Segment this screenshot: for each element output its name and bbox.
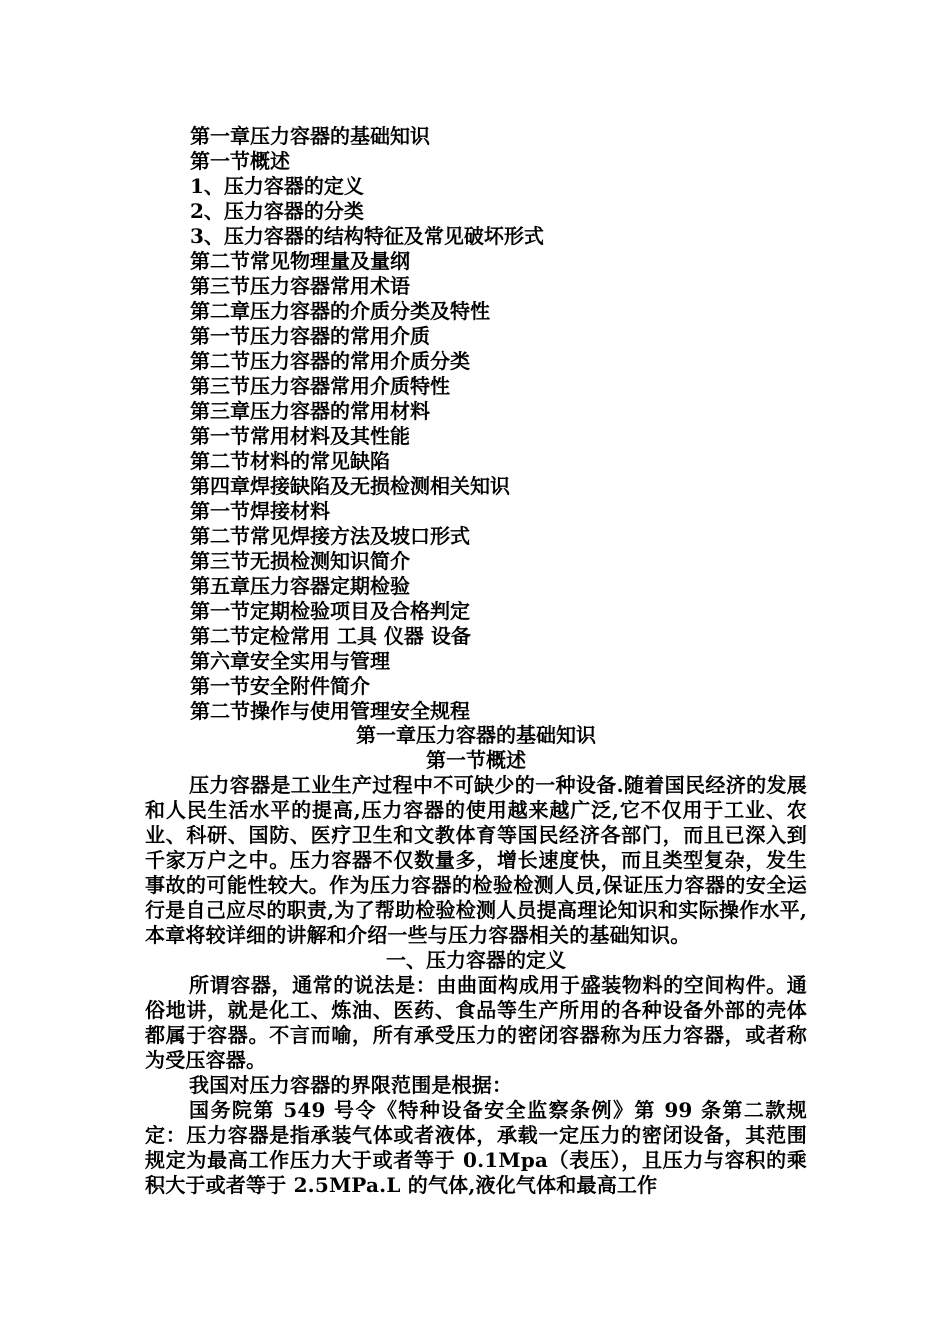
toc-line: 第一节焊接材料 [190,499,330,523]
chapter-heading: 第一章压力容器的基础知识 [356,723,596,747]
toc-line: 第二节定检常用 工具 仪器 设备 [190,624,471,648]
definition-paragraph: 所谓容器，通常的说法是：由曲面构成用于盛装物料的空间构件。通俗地讲，就是化工、炼油、医药、食品等生产所用的各种设备外部的壳体都属于容器。不言而喻，所有承受压力的密闭容器称为压力容器，或者称为受压容器。 [145,973,807,1072]
toc-line: 第二节操作与使用管理安全规程 [190,699,470,723]
scope-paragraph: 我国对压力容器的界限范围是根据： [189,1073,513,1097]
toc-line: 1、压力容器的定义 [190,174,364,198]
section-heading: 第一节概述 [426,748,526,772]
document-body [145,723,807,1198]
intro-paragraph: 压力容器是工业生产过程中不可缺少的一种设备.随着国民经济的发展和人民生活水平的提高,压力容器的使用越来越广泛,它不仅用于工业、农业、科研、国防、医疗卫生和文教体育等国民经济各部门，而且已深入到千家万户之中。压力容器不仅数量多，增长速度快，而且类型复杂，发生事故的可能性较大。作为压力容器的检验检测人员,保证压力容器的安全运行是自己应尽的职责,为了帮助检验检测人员提高理论知识和实际操作水平,本章将较详细的讲解和介绍一些与压力容器相关的基础知识。 [145,773,807,947]
toc-line: 第一节安全附件简介 [190,674,370,698]
toc-line: 第二章压力容器的介质分类及特性 [190,299,490,323]
toc-line: 第三章压力容器的常用材料 [190,399,430,423]
toc-line: 第三节无损检测知识简介 [190,549,410,573]
regulation-paragraph: 国务院第 549 号令《特种设备安全监察条例》第 99 条第二款规定：压力容器是指承装气体或者液体，承载一定压力的密闭设备，其范围规定为最高工作压力大于或者等于 0.1Mpa（表压），且压力与容积的乘积大于或者等于 2.5MPa.L 的气体,液化气体和最高工作 [145,1098,807,1197]
toc-line: 第六章安全实用与管理 [190,649,390,673]
toc-line: 第二节材料的常见缺陷 [190,449,390,473]
toc-line: 第三节压力容器常用术语 [190,274,410,298]
toc-line: 第四章焊接缺陷及无损检测相关知识 [190,474,510,498]
toc-line: 第一节常用材料及其性能 [190,424,410,448]
toc-line: 第二节压力容器的常用介质分类 [190,349,470,373]
toc-line: 第一节压力容器的常用介质 [190,324,430,348]
subsection-heading: 一、压力容器的定义 [386,948,566,972]
toc-line: 第五章压力容器定期检验 [190,574,410,598]
toc-line: 第二节常见焊接方法及坡口形式 [190,524,470,548]
toc-line: 第二节常见物理量及量纲 [190,249,410,273]
toc-line: 第一章压力容器的基础知识 [190,124,430,148]
table-of-contents [190,124,830,724]
toc-line: 第一节概述 [190,149,290,173]
toc-line: 第一节定期检验项目及合格判定 [190,599,470,623]
toc-line: 3、压力容器的结构特征及常见破坏形式 [190,224,544,248]
toc-line: 第三节压力容器常用介质特性 [190,374,450,398]
toc-line: 2、压力容器的分类 [190,199,364,223]
